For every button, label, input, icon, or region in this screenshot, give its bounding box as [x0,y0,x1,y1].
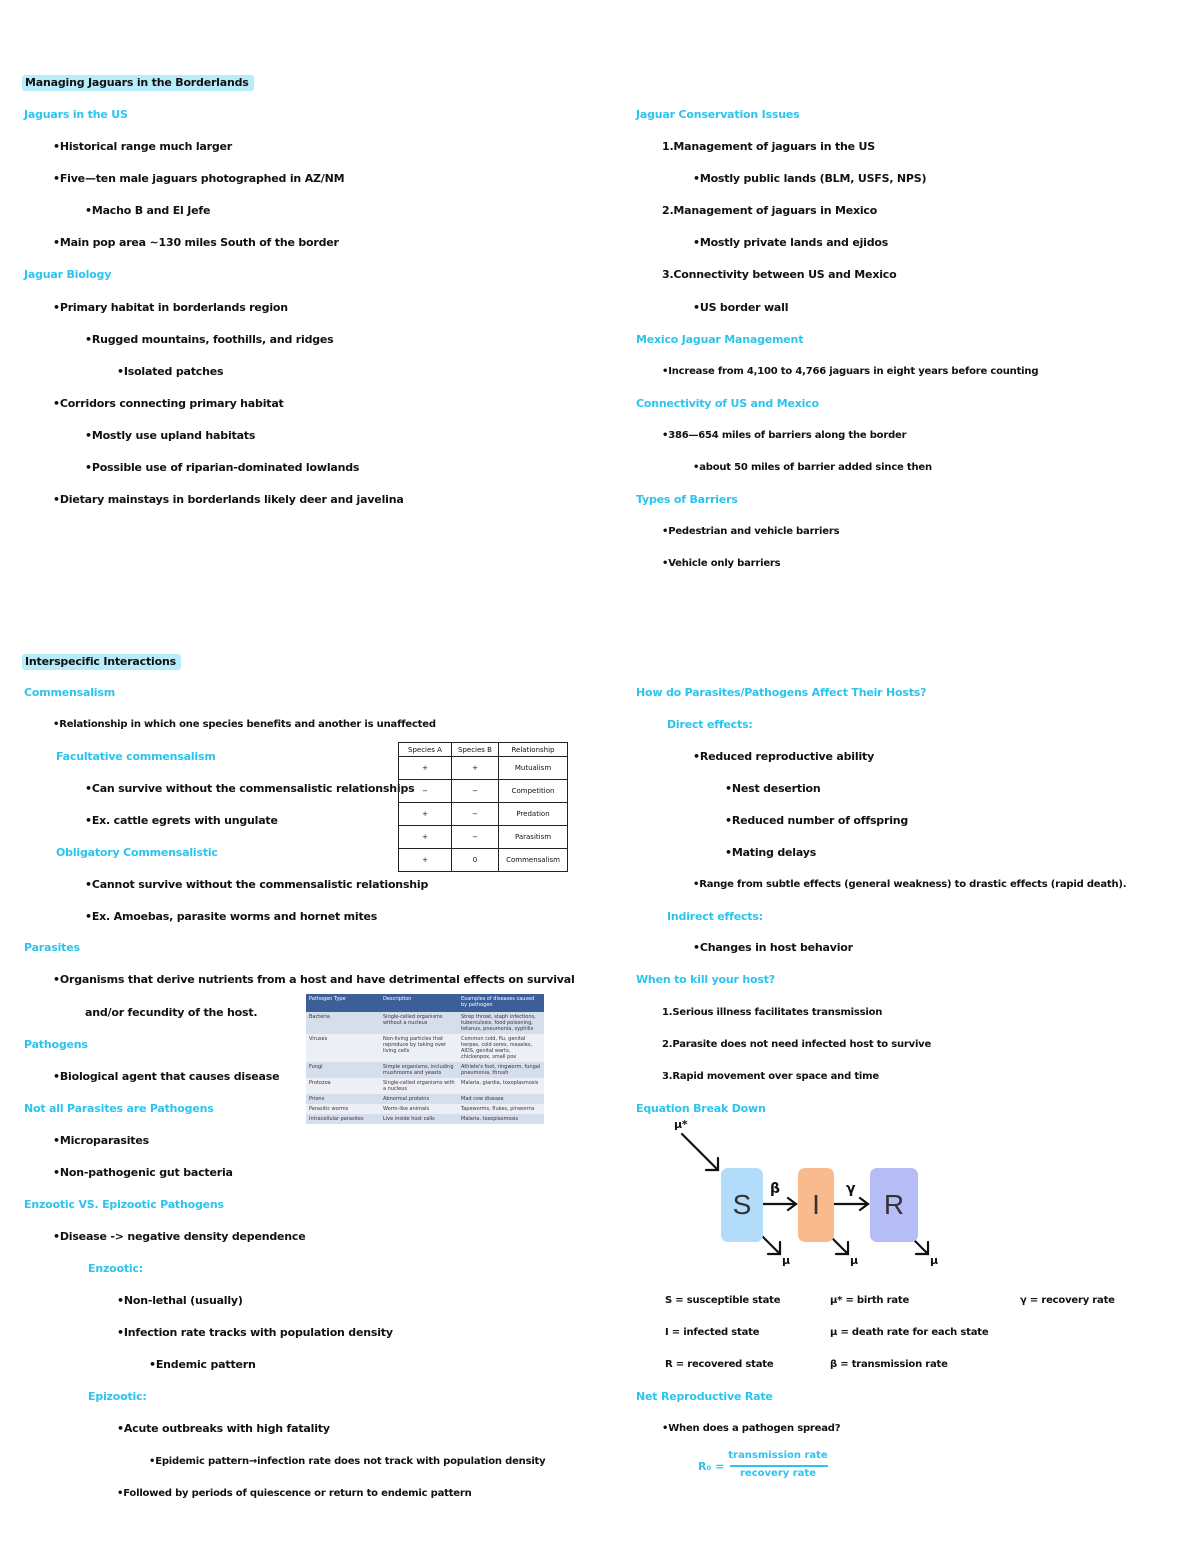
table-cell: Parasitism [499,826,568,849]
note-line: 3.Rapid movement over space and time [662,1071,879,1082]
mu-label: μ [782,1254,790,1267]
table-cell: + [399,757,452,780]
note-line: •Ex. Amoebas, parasite worms and hornet mites [85,910,378,923]
heading-jaguars-us: Jaguars in the US [24,108,128,121]
note-line: •Non-pathogenic gut bacteria [53,1166,233,1179]
table-cell: Intracellular parasites [306,1114,380,1124]
table-header: Description [380,994,458,1012]
note-line: •Endemic pattern [149,1358,256,1371]
definition: S = susceptible state [665,1295,781,1306]
table-cell: Abnormal proteins [380,1094,458,1104]
heading-commensalism: Commensalism [24,686,115,699]
fraction-bar [730,1465,828,1467]
heading-equation: Equation Break Down [636,1102,766,1115]
box-infected: I [798,1168,834,1242]
note-line: •Ex. cattle egrets with ungulate [85,814,278,827]
note-line: •Cannot survive without the commensalistic relationship [85,878,429,891]
birth-arrow [682,1134,718,1170]
heading-direct-effects: Direct effects: [667,718,753,731]
note-line: •386—654 miles of barriers along the border [662,430,907,441]
note-line: •Historical range much larger [53,140,233,153]
box-recovered: R [870,1168,918,1242]
note-line: •Increase from 4,100 to 4,766 jaguars in eight years before counting [662,366,1039,377]
note-line: •Reduced reproductive ability [693,750,875,763]
table-header: Species B [452,743,499,757]
heading-conservation-issues: Jaguar Conservation Issues [636,108,800,121]
heading-kill-host: When to kill your host? [636,973,775,986]
r0-numerator: transmission rate [728,1450,828,1461]
note-line: •Range from subtle effects (general weakness) to drastic effects (rapid death). [693,879,1127,890]
r0-symbol: R₀ = [698,1460,725,1473]
heading-enzootic-epizootic: Enzootic VS. Epizootic Pathogens [24,1198,224,1211]
table-cell: Single-celled organisms with a nucleus [380,1078,458,1094]
definition: β = transmission rate [830,1359,948,1370]
heading-facultative: Facultative commensalism [56,750,216,763]
table-cell: − [452,826,499,849]
table-cell: Worm-like animals [380,1104,458,1114]
table-cell: Single-celled organisms without a nucleus [380,1012,458,1034]
table-cell: − [399,780,452,803]
note-line: •Vehicle only barriers [662,558,781,569]
definition: γ = recovery rate [1020,1295,1115,1306]
heading-net-reproductive-rate: Net Reproductive Rate [636,1390,773,1403]
table-cell: Viruses [306,1034,380,1062]
note-line: 2.Parasite does not need infected host to survive [662,1039,932,1050]
table-cell: 0 [452,849,499,872]
note-line: •Mating delays [725,846,817,859]
note-line: •Macho B and El Jefe [85,204,211,217]
table-cell: Common cold, flu, genital herpes, cold sores, measles, AIDS, genital warts, chickenpox, small pox [458,1034,544,1062]
note-line: •Organisms that derive nutrients from a host and have detrimental effects on survival [53,973,575,986]
table-cell: Prions [306,1094,380,1104]
table-row [306,1078,544,1094]
table-cell: Commensalism [499,849,568,872]
relationship-table [398,742,568,872]
note-line: •Disease -> negative density dependence [53,1230,306,1243]
note-line: •Pedestrian and vehicle barriers [662,526,840,537]
note-line: 1.Management of jaguars in the US [662,140,875,153]
table-row [306,1094,544,1104]
note-line: •Acute outbreaks with high fatality [117,1422,330,1435]
note-line: •Epidemic pattern→infection rate does not track with population density [149,1456,546,1467]
table-cell: + [399,849,452,872]
note-line: and/or fecundity of the host. [85,1006,258,1019]
table-cell: Malaria, giardia, toxoplasmosis [458,1078,544,1094]
note-line: •Primary habitat in borderlands region [53,301,288,314]
table-row [306,1062,544,1078]
table-cell: − [452,803,499,826]
table-header: Relationship [499,743,568,757]
table-cell: Live inside host cells [380,1114,458,1124]
note-line: 3.Connectivity between US and Mexico [662,268,897,281]
note-line: •Isolated patches [117,365,224,378]
table-cell: Mutualism [499,757,568,780]
mu-label: μ [930,1254,938,1267]
note-line: •Non-lethal (usually) [117,1294,243,1307]
note-line: •Mostly private lands and ejidos [693,236,889,249]
note-line: •When does a pathogen spread? [662,1423,841,1434]
heading-types-barriers: Types of Barriers [636,493,738,506]
table-row [306,1114,544,1124]
heading-host-effects: How do Parasites/Pathogens Affect Their Hosts? [636,686,927,699]
note-line: •Followed by periods of quiescence or return to endemic pattern [117,1488,472,1499]
heading-not-all-parasites: Not all Parasites are Pathogens [24,1102,214,1115]
table-row [306,1034,544,1062]
table-cell: Strep throat, staph infections, tuberculosis, food poisoning, tetanus, pneumonia, syphilis [458,1012,544,1034]
table-cell: + [399,826,452,849]
section-title-jaguars: Managing Jaguars in the Borderlands [22,75,254,91]
table-cell: + [399,803,452,826]
note-line: •Mostly use upland habitats [85,429,256,442]
heading-obligatory: Obligatory Commensalistic [56,846,218,859]
note-line: •Main pop area ~130 miles South of the border [53,236,339,249]
note-line: •Mostly public lands (BLM, USFS, NPS) [693,172,927,185]
table-header: Species A [399,743,452,757]
table-row [399,849,568,872]
note-line: •US border wall [693,301,789,314]
heading-mexico-management: Mexico Jaguar Management [636,333,804,346]
mu-star-label: μ* [674,1118,688,1131]
note-line: •Dietary mainstays in borderlands likely deer and javelina [53,493,404,506]
definition: I = infected state [665,1327,760,1338]
heading-connectivity: Connectivity of US and Mexico [636,397,819,410]
note-line: •Infection rate tracks with population density [117,1326,393,1339]
table-cell: Predation [499,803,568,826]
note-line: •Can survive without the commensalistic relationships [85,782,415,795]
table-cell: Mad cow disease [458,1094,544,1104]
note-line: •Rugged mountains, foothills, and ridges [85,333,334,346]
table-cell: + [452,757,499,780]
table-row [399,826,568,849]
table-header: Pathogen Type [306,994,380,1012]
note-line: •about 50 miles of barrier added since then [693,462,932,473]
table-cell: Non-living particles that reproduce by taking over living cells [380,1034,458,1062]
sir-diagram [660,1118,960,1278]
heading-jaguar-biology: Jaguar Biology [24,268,112,281]
note-line: •Biological agent that causes disease [53,1070,280,1083]
note-line: •Nest desertion [725,782,821,795]
note-line: •Reduced number of offspring [725,814,909,827]
table-cell: Tapeworms, flukes, pinworms [458,1104,544,1114]
table-cell: Protozoa [306,1078,380,1094]
heading-parasites: Parasites [24,941,80,954]
r0-denominator: recovery rate [740,1468,816,1479]
table-cell: Athlete's foot, ringworm, fungal pneumonia, thrush [458,1062,544,1078]
note-line: •Changes in host behavior [693,941,853,954]
table-row [399,757,568,780]
section-title-interactions: Interspecific Interactions [22,654,181,670]
mu-label: μ [850,1254,858,1267]
table-cell: Simple organisms, including mushrooms and yeasts [380,1062,458,1078]
table-row [399,803,568,826]
note-line: 2.Management of jaguars in Mexico [662,204,878,217]
definition: R = recovered state [665,1359,774,1370]
table-cell: Malaria, toxoplasmosis [458,1114,544,1124]
table-cell: Competition [499,780,568,803]
heading-epizootic: Epizootic: [88,1390,147,1403]
table-row [306,1104,544,1114]
table-row [306,1012,544,1034]
table-cell: Bacteria [306,1012,380,1034]
table-row [399,780,568,803]
table-cell: Fungi [306,1062,380,1078]
table-cell: Parasitic worms [306,1104,380,1114]
box-susceptible: S [721,1168,763,1242]
note-line: 1.Serious illness facilitates transmission [662,1007,883,1018]
note-line: •Microparasites [53,1134,149,1147]
table-cell: − [452,780,499,803]
definition: μ* = birth rate [830,1295,910,1306]
r0-equation [698,1448,838,1484]
heading-indirect-effects: Indirect effects: [667,910,763,923]
heading-enzootic: Enzootic: [88,1262,144,1275]
note-line: •Possible use of riparian-dominated lowlands [85,461,360,474]
heading-pathogens: Pathogens [24,1038,88,1051]
table-header: Examples of diseases caused by pathogen [458,994,544,1012]
note-line: •Relationship in which one species benefits and another is unaffected [53,719,436,730]
note-line: •Corridors connecting primary habitat [53,397,284,410]
note-line: •Five—ten male jaguars photographed in AZ/NM [53,172,345,185]
definition: μ = death rate for each state [830,1327,989,1338]
beta-label: β [770,1181,780,1197]
gamma-label: γ [846,1181,856,1197]
pathogen-table [306,994,544,1124]
